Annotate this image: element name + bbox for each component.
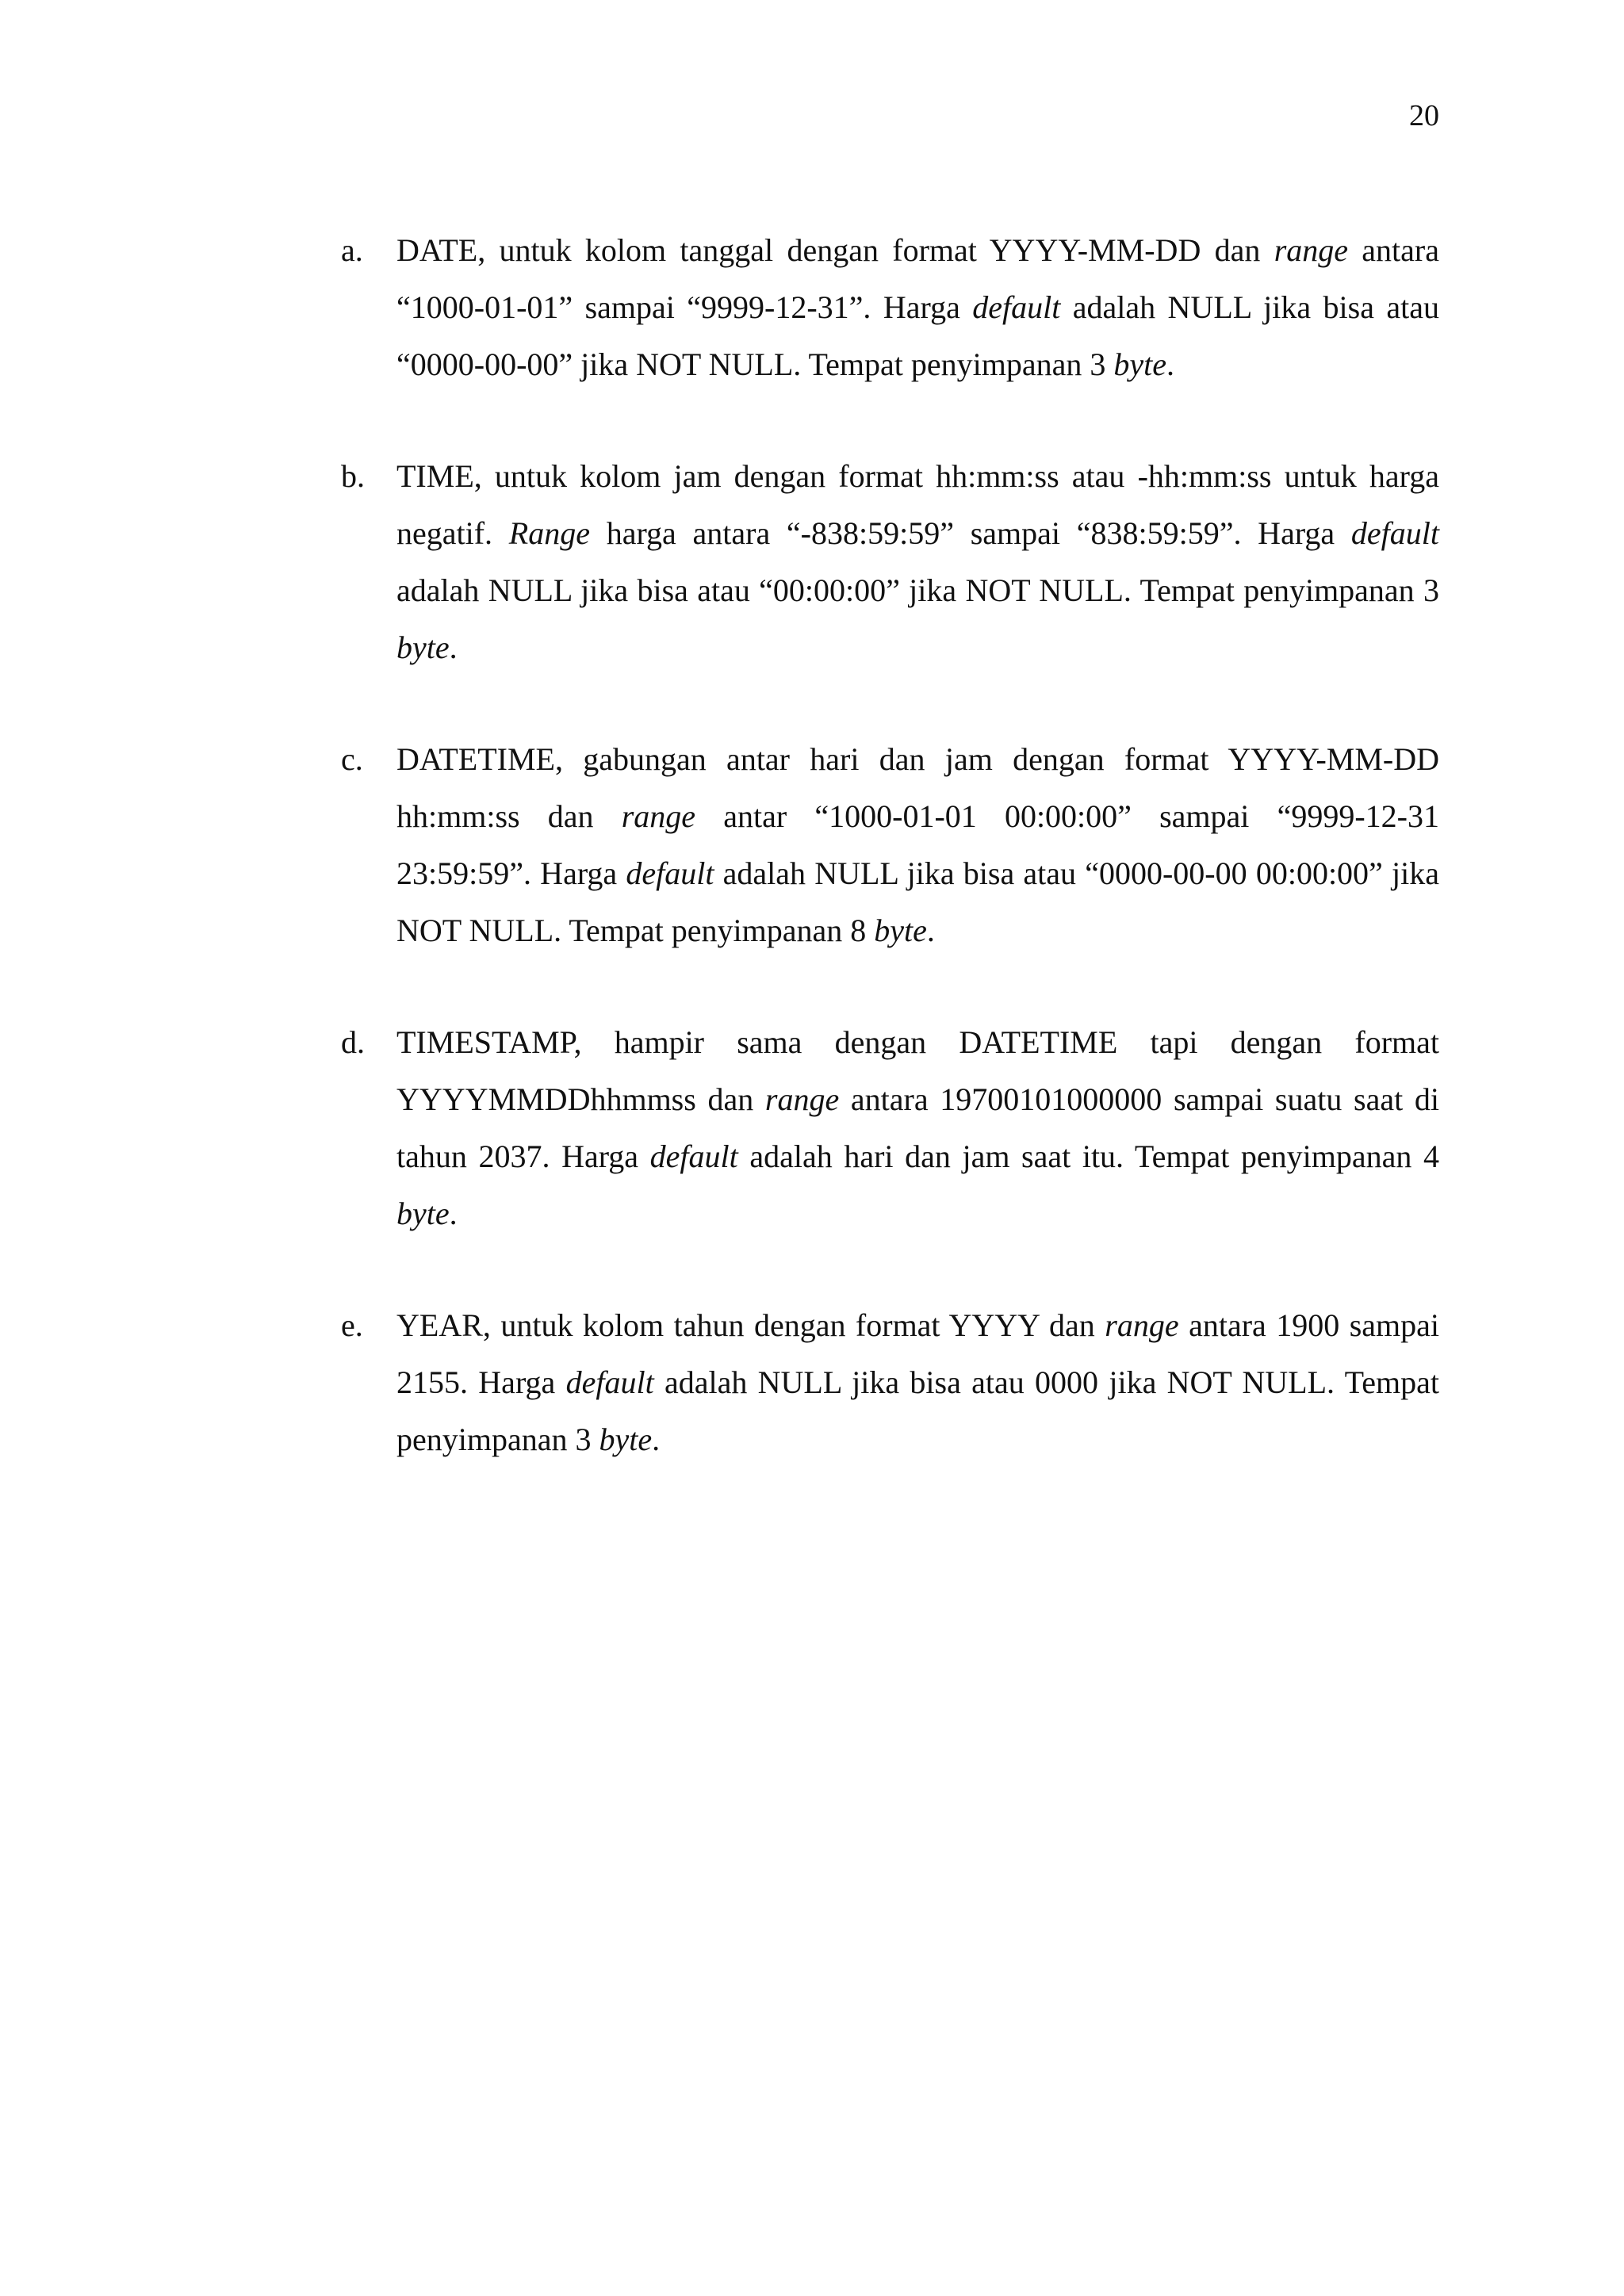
data-type-list xyxy=(341,222,1439,1523)
list-item-text xyxy=(396,1014,1439,1242)
italic-term: byte xyxy=(1113,346,1167,382)
page-number: 20 xyxy=(1409,99,1439,132)
text-segment: . xyxy=(449,1196,458,1231)
list-item-datetime xyxy=(341,731,1439,959)
text-segment: TIMESTAMP, hampir sama dengan DATETIME tapi dengan format YYYYMMDDhhmmss dan xyxy=(396,1024,1439,1117)
italic-term: byte xyxy=(396,1196,450,1231)
text-segment: adalah NULL jika bisa atau “0000-00-00 00:00:00” jika NOT NULL. Tempat penyimpanan 8 xyxy=(396,855,1439,948)
text-segment: . xyxy=(926,913,935,948)
italic-term: range xyxy=(1105,1307,1179,1343)
list-item-text xyxy=(396,1297,1439,1468)
list-marker: a. xyxy=(341,232,363,268)
list-marker: b. xyxy=(341,458,365,494)
list-item-year xyxy=(341,1297,1439,1468)
italic-term: range xyxy=(1274,232,1349,268)
list-item-timestamp xyxy=(341,1014,1439,1242)
italic-term: Range xyxy=(508,515,590,551)
text-segment: adalah NULL jika bisa atau “00:00:00” jika NOT NULL. Tempat penyimpanan 3 xyxy=(396,572,1439,608)
text-segment: DATE, untuk kolom tanggal dengan format YYYY-MM-DD dan xyxy=(396,232,1274,268)
italic-term: default xyxy=(1350,515,1439,551)
text-segment: antara 19700101000000 sampai suatu saat di tahun 2037. Harga xyxy=(396,1081,1439,1174)
text-segment: adalah NULL jika bisa atau “0000-00-00” jika NOT NULL. Tempat penyimpanan 3 xyxy=(396,289,1439,382)
list-item-text xyxy=(396,731,1439,959)
list-item-text xyxy=(396,448,1439,676)
italic-term: default xyxy=(649,1138,738,1174)
list-item-text xyxy=(396,222,1439,393)
text-segment: antara 1900 sampai 2155. Harga xyxy=(396,1307,1439,1400)
text-segment: adalah hari dan jam saat itu. Tempat penyimpanan 4 xyxy=(737,1138,1439,1174)
list-item-date xyxy=(341,222,1439,393)
italic-term: range xyxy=(621,798,696,834)
italic-term: range xyxy=(764,1081,840,1117)
text-segment: YEAR, untuk kolom tahun dengan format YYYY dan xyxy=(396,1307,1105,1343)
text-segment: . xyxy=(652,1422,661,1457)
text-segment: DATETIME, gabungan antar hari dan jam dengan format YYYY-MM-DD hh:mm:ss dan xyxy=(396,741,1439,834)
text-segment: antara “1000-01-01” sampai “9999-12-31”. Harga xyxy=(396,232,1440,325)
text-segment: harga antara “-838:59:59” sampai “838:59:59”. Harga xyxy=(589,515,1351,551)
list-marker: d. xyxy=(341,1024,365,1060)
italic-term: default xyxy=(626,855,714,891)
text-segment: TIME, untuk kolom jam dengan format hh:mm:ss atau -hh:mm:ss untuk harga negatif. xyxy=(396,458,1439,551)
list-item-time xyxy=(341,448,1439,676)
italic-term: default xyxy=(565,1364,654,1400)
italic-term: byte xyxy=(599,1422,653,1457)
list-marker: e. xyxy=(341,1307,363,1343)
list-marker: c. xyxy=(341,741,363,777)
italic-term: byte xyxy=(874,913,927,948)
text-segment: adalah NULL jika bisa atau 0000 jika NOT NULL. Tempat penyimpanan 3 xyxy=(396,1364,1439,1457)
text-segment: . xyxy=(449,629,458,665)
text-segment: . xyxy=(1166,346,1175,382)
text-segment: antar “1000-01-01 00:00:00” sampai “9999-12-31 23:59:59”. Harga xyxy=(396,798,1439,891)
italic-term: default xyxy=(972,289,1061,325)
italic-term: byte xyxy=(396,629,450,665)
